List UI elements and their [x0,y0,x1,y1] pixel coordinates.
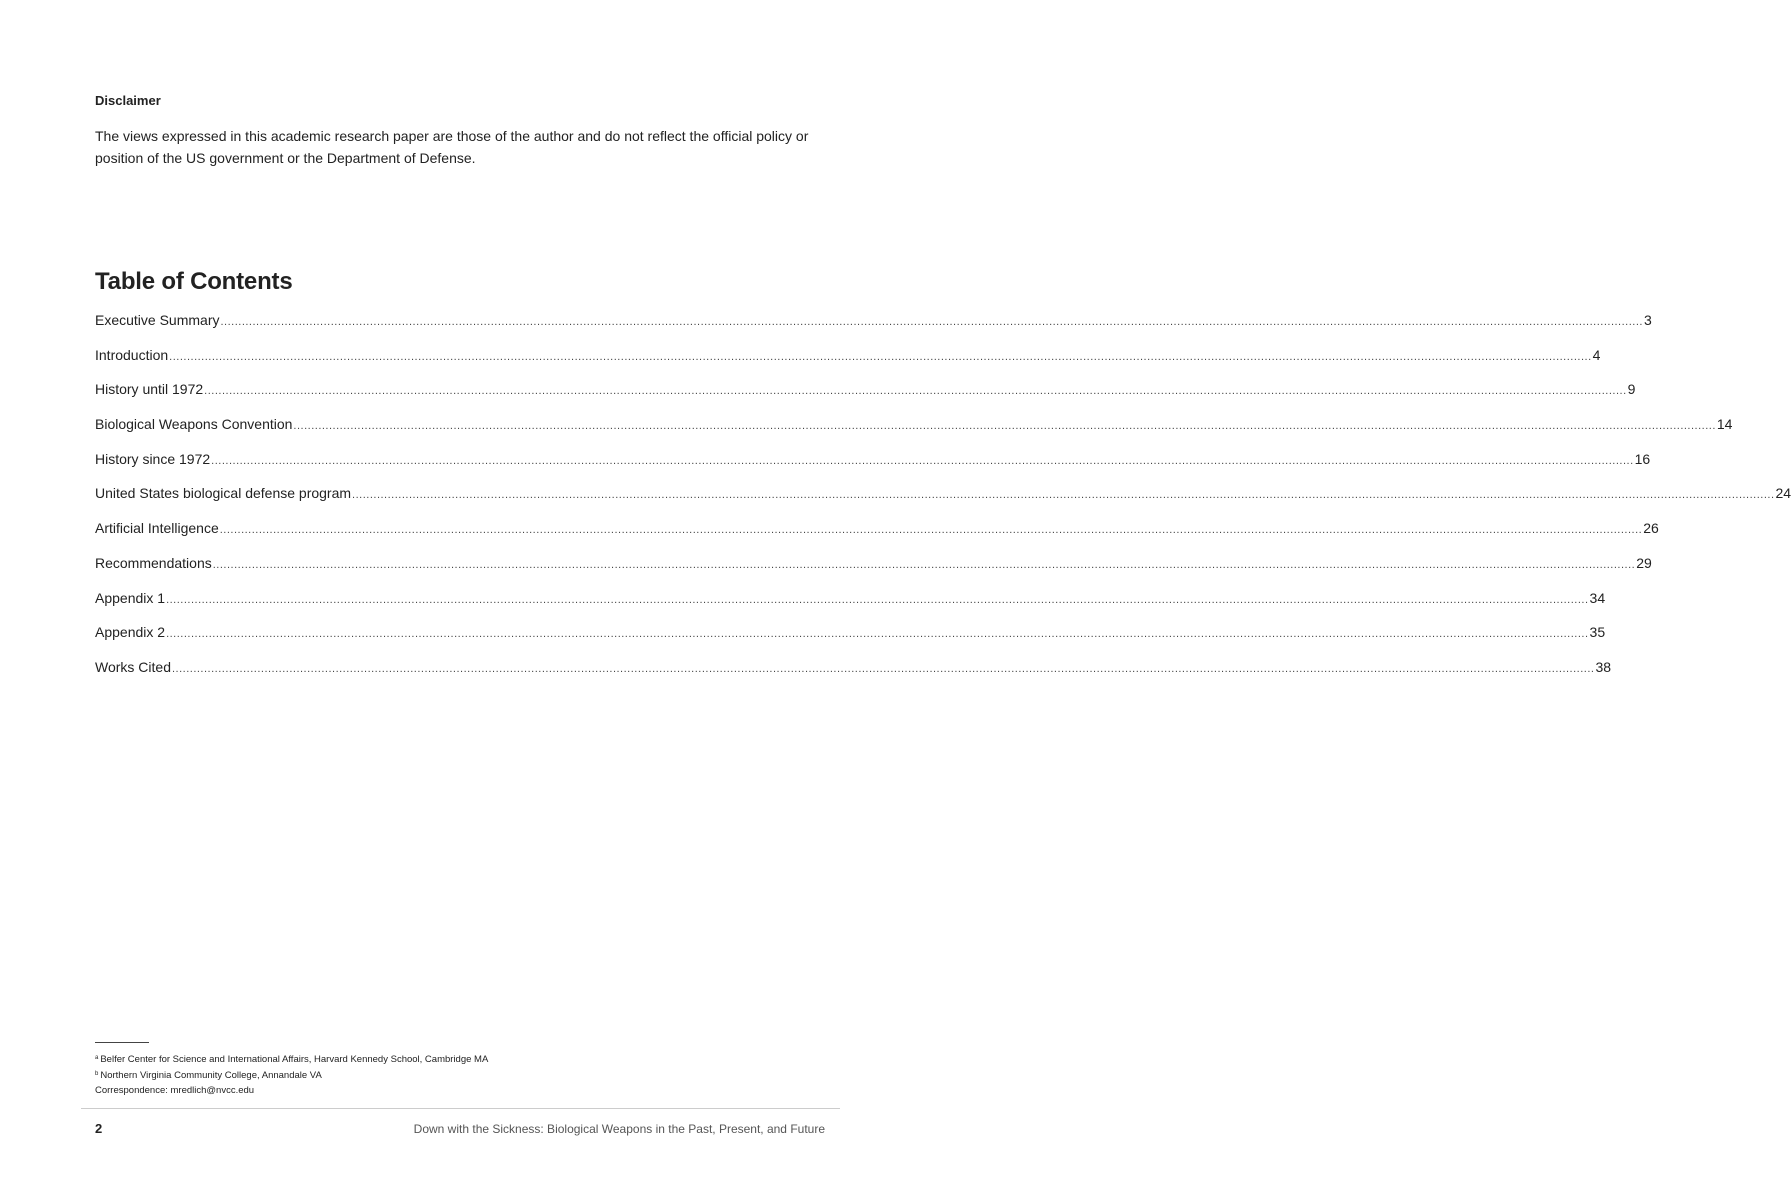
toc-entry-page: 29 [1636,554,1652,571]
toc-entry-page: 26 [1643,520,1659,537]
disclaimer-heading: Disclaimer [95,93,161,108]
toc-entry[interactable] [95,416,1733,451]
footer-divider [81,1108,840,1109]
toc-entry-label: History until 1972 [95,381,204,398]
footnote-text: Northern Virginia Community College, Annandale VA [100,1070,322,1081]
toc-dot-leader: ................................................................................................................................................................................................................................................................................................................................................................................................................ [220,316,1643,328]
toc-entry[interactable] [95,450,1651,486]
correspondence-note: Correspondence: mredlich@nvcc.edu [95,1085,255,1096]
toc-dot-leader: ................................................................................................................................................................................................................................................................................................................................................................................................................ [169,350,1592,363]
footnote-divider [95,1042,149,1043]
toc-entry-page: 4 [1592,346,1601,363]
toc-dot-leader: ................................................................................................................................................................................................................................................................................................................................................................................................................ [212,558,1636,571]
footnote-b [95,1067,488,1083]
toc-dot-leader: ................................................................................................................................................................................................................................................................................................................................................................................................................ [204,385,1627,398]
toc-entry-label: History since 1972 [95,450,211,467]
toc-entry[interactable] [95,312,1652,347]
toc-entry-label: Artificial Intelligence [95,520,219,537]
toc-entry-page: 35 [1589,624,1606,641]
footnote-text: Belfer Center for Science and International Affairs, Harvard Kennedy School, Cambridge MA [100,1054,489,1065]
toc-entry-page: 16 [1634,450,1651,467]
toc-entry[interactable] [95,658,1612,694]
toc-entry[interactable] [95,624,1606,659]
toc-dot-leader: ................................................................................................................................................................................................................................................................................................................................................................................................................ [219,524,1643,537]
toc-entry-label: Executive Summary [95,312,220,328]
toc-entry-label: United States biological defense program [95,485,352,502]
toc-entry[interactable] [95,589,1606,625]
toc-entry-page: 38 [1595,658,1612,675]
toc-entry[interactable] [95,381,1636,416]
toc-dot-leader: ................................................................................................................................................................................................................................................................................................................................................................................................................ [211,454,1634,467]
toc-entry-page: 24 [1775,485,1791,502]
toc-dot-leader: ................................................................................................................................................................................................................................................................................................................................................................................................................ [166,628,1589,641]
disclaimer-text: The views expressed in this academic research paper are those of the author and do not reflect the official policy or position of the US government or the Department of Defense. [95,128,809,166]
toc-entry-label: Introduction [95,346,169,363]
footnotes [95,1051,488,1098]
toc-entry-label: Appendix 1 [95,589,166,606]
toc-entry-label: Biological Weapons Convention [95,416,293,433]
footnote-a [95,1051,488,1067]
toc-entry-page: 3 [1643,312,1652,328]
toc-dot-leader: ................................................................................................................................................................................................................................................................................................................................................................................................................ [166,593,1589,606]
toc-entry-page: 34 [1589,589,1606,606]
toc-entry[interactable] [95,485,1791,520]
toc-entry[interactable] [95,554,1652,590]
toc-dot-leader: ................................................................................................................................................................................................................................................................................................................................................................................................................ [171,662,1595,675]
toc-entry-label: Recommendations [95,554,212,571]
toc-entry[interactable] [95,346,1601,382]
toc-entry-page: 9 [1627,381,1636,398]
running-title: Down with the Sickness: Biological Weapons in the Past, Present, and Future [413,1122,825,1136]
toc-entry-label: Appendix 2 [95,624,166,641]
footnote-marker: b [95,1071,99,1077]
toc-dot-leader: ................................................................................................................................................................................................................................................................................................................................................................................................................ [352,489,1775,502]
toc-title: Table of Contents [95,268,293,295]
toc-entry[interactable] [95,520,1659,555]
toc-list [95,312,1791,694]
toc-entry-label: Works Cited [95,658,171,675]
toc-dot-leader: ................................................................................................................................................................................................................................................................................................................................................................................................................ [293,420,1716,433]
toc-entry-page: 14 [1716,416,1733,433]
footnote-marker: a [95,1055,99,1061]
page-number: 2 [95,1121,103,1136]
